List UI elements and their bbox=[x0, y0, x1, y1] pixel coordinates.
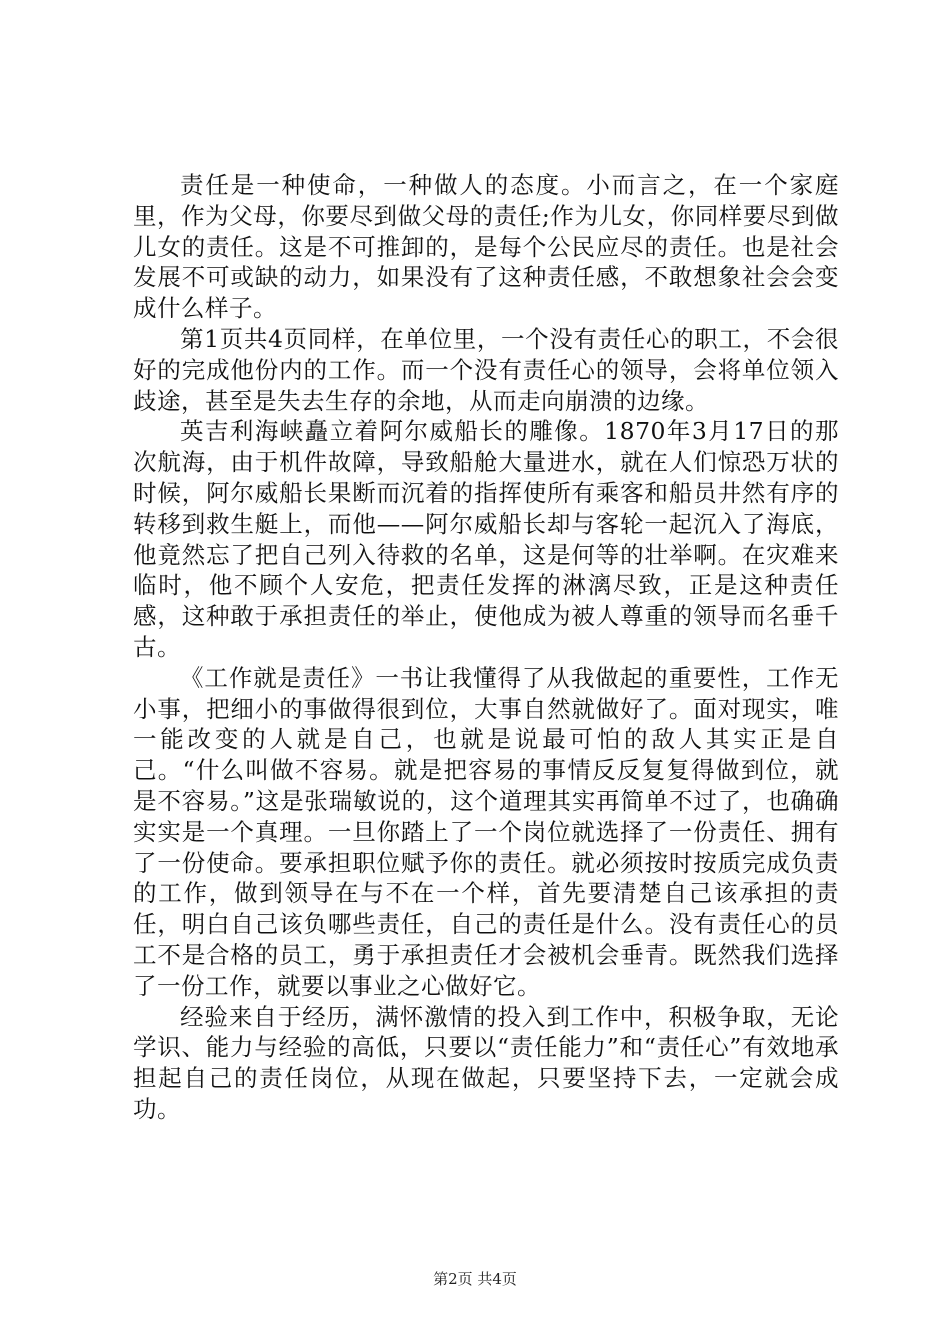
paragraph-book-reflection: 《工作就是责任》一书让我懂得了从我做起的重要性，工作无小事，把细小的事做得很到位，大事自然就做好了。面对现实，唯一能改变的人就是自己，也就是说最可怕的敌人其实正是自己。“什么叫做不容易。就是把容易的事情反反复复得做到位，就是不容易。”这是张瑞敏说的，这个道理其实再简单不过了，也确确实实是一个真理。一旦你踏上了一个岗位就选择了一份责任、拥有了一份使命。要承担职位赋予你的责任。就必须按时按质完成负责的工作，做到领导在与不在一个样，首先要清楚自己该承担的责任，明白自己该负哪些责任，自己的责任是什么。没有责任心的员工不是合格的员工，勇于承担责任才会被机会垂青。既然我们选择了一份工作，就要以事业之心做好它。 bbox=[133, 663, 839, 1000]
page-footer: 第2页 共4页 bbox=[433, 1270, 517, 1288]
paragraph-conclusion: 经验来自于经历，满怀激情的投入到工作中，积极争取，无论学识、能力与经验的高低，只要以“责任能力”和“责任心”有效地承担起自己的责任岗位，从现在做起，只要坚持下去，一定就会成功。 bbox=[133, 1002, 839, 1123]
paragraph-responsibility-mission: 责任是一种使命，一种做人的态度。小而言之，在一个家庭里，作为父母，你要尽到做父母的责任;作为儿女，你同样要尽到做儿女的责任。这是不可推卸的，是每个公民应尽的责任。也是社会发展不可或缺的动力，如果没有了这种责任感，不敢想象社会会变成什么样子。 bbox=[133, 171, 839, 323]
paragraph-captain-story: 英吉利海峡矗立着阿尔威船长的雕像。1870年3月17日的那次航海，由于机件故障，导致船舱大量进水，就在人们惊恐万状的时候，阿尔威船长果断而沉着的指挥使所有乘客和船员井然有序的转移到救生艇上，而他——阿尔威船长却与客轮一起沉入了海底，他竟然忘了把自己列入待救的名单，这是何等的壮举啊。在灾难来临时，他不顾个人安危，把责任发挥的淋漓尽致，正是这种责任感，这种敢于承担责任的举止，使他成为被人尊重的领导而名垂千古。 bbox=[133, 417, 839, 661]
document-body bbox=[133, 170, 839, 1125]
paragraph-workplace: 第1页共4页同样，在单位里，一个没有责任心的职工，不会很好的完成他份内的工作。而一个没有责任心的领导，会将单位领入歧途，甚至是失去生存的余地，从而走向崩溃的边缘。 bbox=[133, 324, 839, 415]
